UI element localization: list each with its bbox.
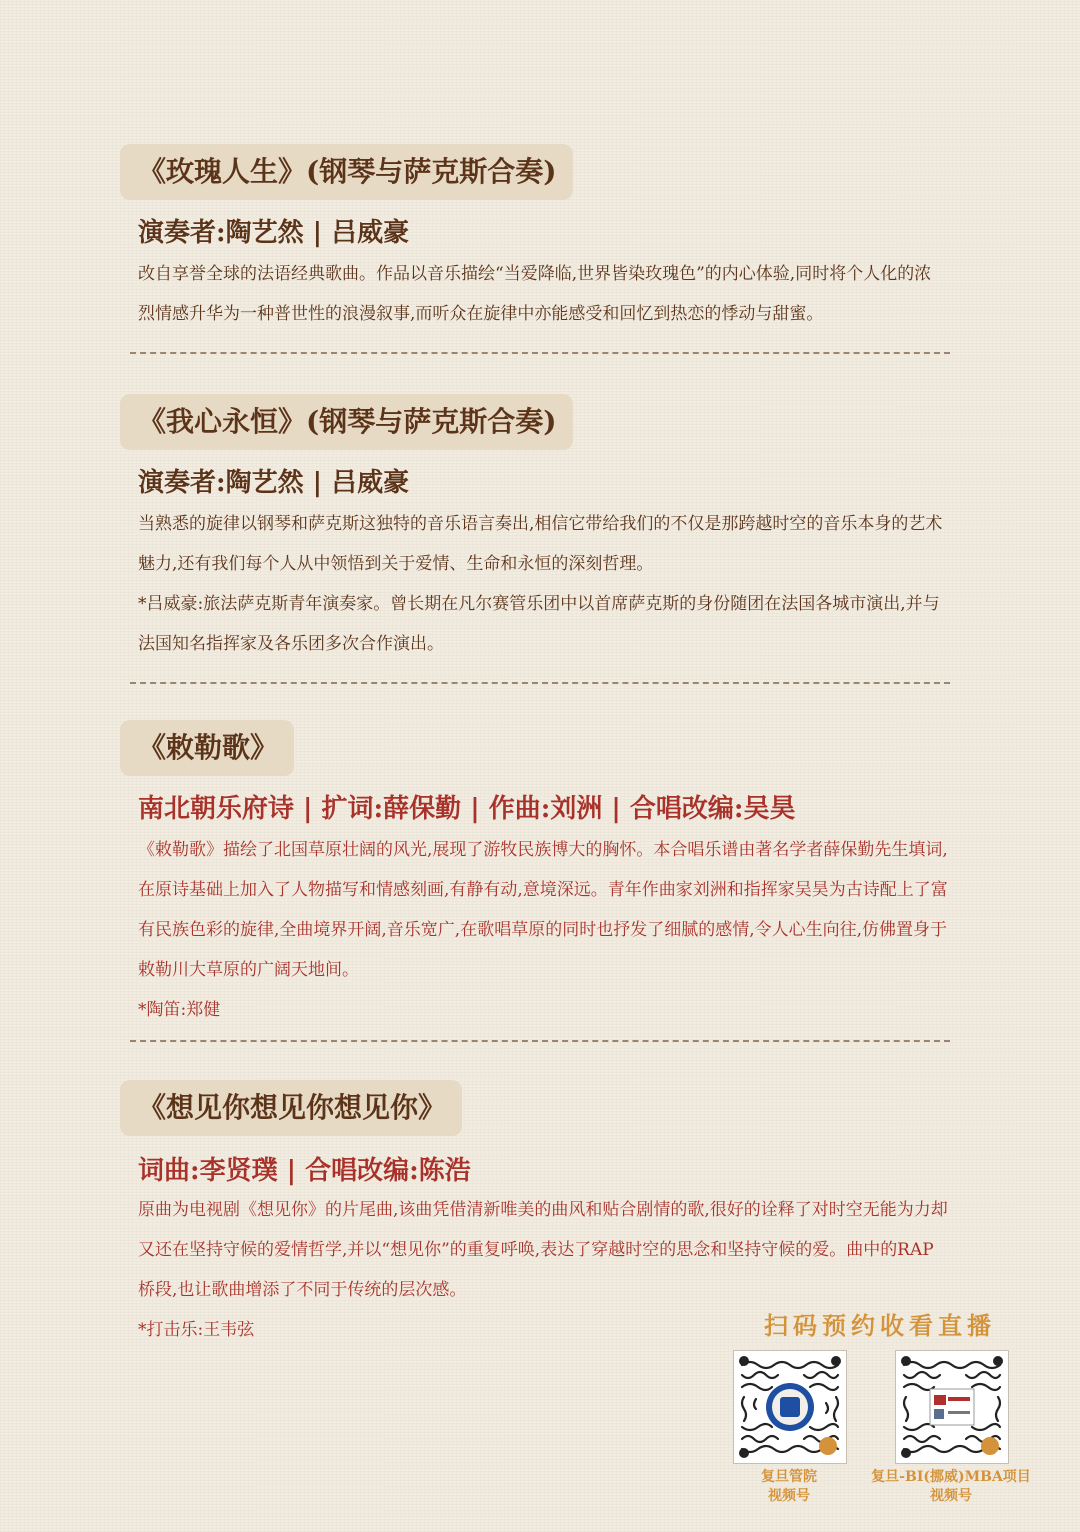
qr-caption-line2: 视频号 (768, 1488, 810, 1504)
qr-caption-line1: 复旦-BI(挪威)MBA项目 (871, 1469, 1031, 1485)
section-divider (130, 682, 950, 684)
qr-caption-fudan-bi-mba (861, 1468, 1041, 1506)
piece-description-2: 当熟悉的旋律以钢琴和萨克斯这独特的音乐语言奏出,相信它带给我们的不仅是那跨越时空的音乐本身的艺术魅力,还有我们每个人从中领悟到关于爱情、生命和永恒的深刻哲理。 (138, 514, 943, 574)
piece-title-3: 《敕勒歌》 (120, 720, 294, 776)
qr-pattern-icon (896, 1351, 1008, 1463)
piece-note-2: *吕威豪:旅法萨克斯青年演奏家。曾长期在凡尔赛管乐团中以首席萨克斯的身份随团在法国各城市演出,并与法国知名指挥家及各乐团多次合作演出。 (138, 594, 940, 654)
piece-description-1: 改自享誉全球的法语经典歌曲。作品以音乐描绘“当爱降临,世界皆染玫瑰色”的内心体验,同时将个人化的浓烈情感升华为一种普世性的浪漫叙事,而听众在旋律中亦能感受和回忆到热恋的悸动与甜蜜。 (138, 264, 932, 324)
qr-caption-line2: 视频号 (930, 1488, 972, 1504)
piece-performers-1: 演奏者:陶艺然 | 吕威豪 (138, 218, 410, 248)
piece-title-1: 《玫瑰人生》(钢琴与萨克斯合奏) (120, 144, 573, 200)
qr-caption-fudan-som (699, 1468, 879, 1506)
piece-performers-3: 南北朝乐府诗 | 扩词:薛保勤 | 作曲:刘洲 | 合唱改编:吴昊 (138, 794, 796, 824)
piece-description-4: 原曲为电视剧《想见你》的片尾曲,该曲凭借清新唯美的曲风和贴合剧情的歌,很好的诠释了对时空无能为力却又还在坚持守候的爱情哲学,并以“想见你”的重复呼唤,表达了穿越时空的思念和坚持守候的爱。曲中的RAP桥段,也让歌曲增添了不同于传统的层次感。 (138, 1200, 948, 1300)
qr-heading: 扫码预约收看直播 (764, 1311, 996, 1340)
piece-note-4: *打击乐:王韦弦 (138, 1320, 255, 1340)
qr-code-fudan-som[interactable] (733, 1350, 847, 1464)
piece-note-3: *陶笛:郑健 (138, 1000, 221, 1020)
piece-title-2: 《我心永恒》(钢琴与萨克斯合奏) (120, 394, 573, 450)
piece-performers-2: 演奏者:陶艺然 | 吕威豪 (138, 468, 410, 498)
piece-description-3: 《敕勒歌》描绘了北国草原壮阔的风光,展现了游牧民族博大的胸怀。本合唱乐谱由著名学者薛保勤先生填词,在原诗基础上加入了人物描写和情感刻画,有静有动,意境深远。青年作曲家刘洲和指挥家吴昊为古诗配上了富有民族色彩的旋律,全曲境界开阔,音乐宽广,在歌唱草原的同时也抒发了细腻的感情,令人心生向往,仿佛置身于敕勒川大草原的广阔天地间。 (138, 840, 948, 980)
qr-code-fudan-bi-mba[interactable] (895, 1350, 1009, 1464)
section-divider (130, 1040, 950, 1042)
qr-pattern-icon (734, 1351, 846, 1463)
section-divider (130, 352, 950, 354)
qr-caption-line1: 复旦管院 (761, 1469, 817, 1485)
piece-performers-4: 词曲:李贤璞 | 合唱改编:陈浩 (138, 1156, 471, 1186)
piece-title-4: 《想见你想见你想见你》 (120, 1080, 462, 1136)
